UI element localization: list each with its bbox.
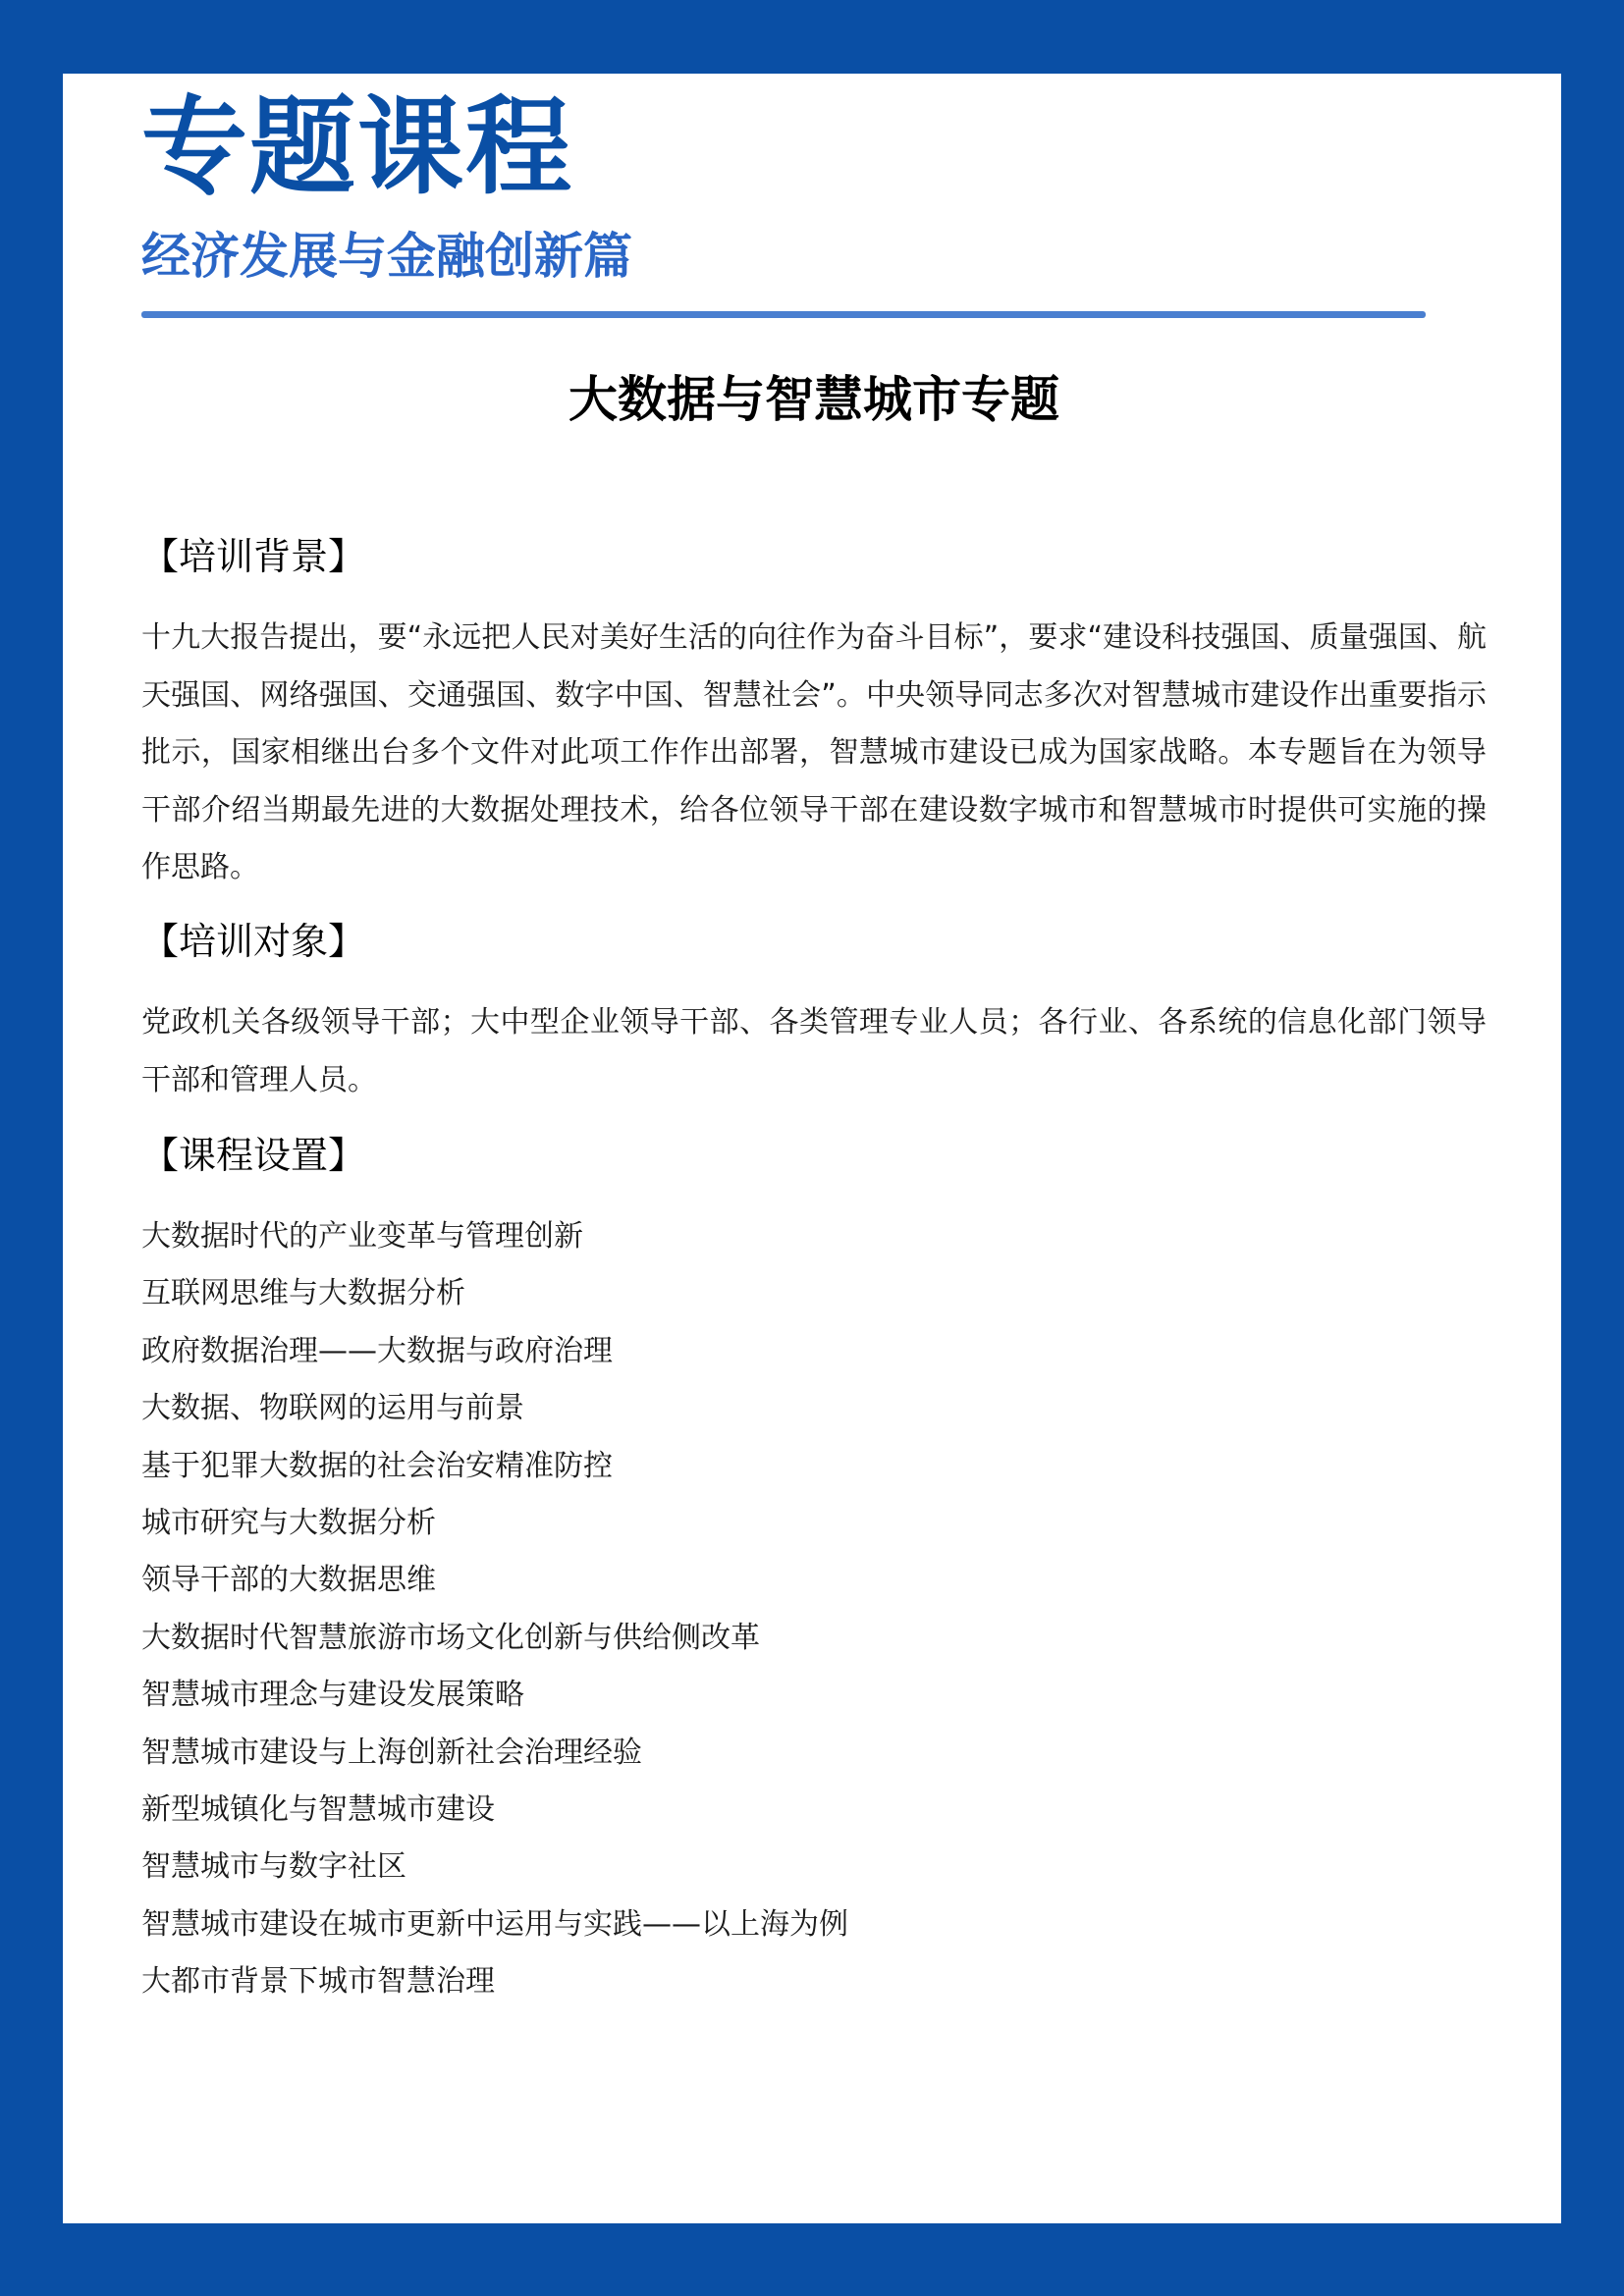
- list-item: 智慧城市建设在城市更新中运用与实践——以上海为例: [141, 1906, 848, 1942]
- list-item: 互联网思维与大数据分析: [141, 1276, 465, 1311]
- list-item: 新型城镇化与智慧城市建设: [141, 1792, 495, 1828]
- page-subtitle: 经济发展与金融创新篇: [141, 228, 632, 285]
- list-item: 智慧城市建设与上海创新社会治理经验: [141, 1735, 642, 1770]
- header-divider: [141, 311, 1426, 318]
- background-paragraph: 十九大报告提出，要“永远把人民对美好生活的向往作为奋斗目标”，要求“建设科技强国、质量强国、航天强国、网络强国、交通强国、数字中国、智慧社会”。中央领导同志多次对智慧城市建设作出重要指示批示，国家相继出台多个文件对此项工作作出部署，智慧城市建设已成为国家战略。本专题旨在为领导干部介绍当期最先进的大数据处理技术，给各位领导干部在建设数字城市和智慧城市时提供可实施的操作思路。: [141, 620, 1487, 884]
- topic-title: 大数据与智慧城市专题: [568, 371, 1059, 428]
- list-item: 领导干部的大数据思维: [141, 1563, 436, 1598]
- list-item: 智慧城市理念与建设发展策略: [141, 1678, 524, 1713]
- course-list: [141, 1208, 848, 2011]
- list-item: 政府数据治理——大数据与政府治理: [141, 1333, 613, 1368]
- courses-heading: 【课程设置】: [141, 1134, 366, 1177]
- list-item: 大都市背景下城市智慧治理: [141, 1964, 495, 2000]
- list-item: 大数据、物联网的运用与前景: [141, 1391, 524, 1426]
- list-item: 基于犯罪大数据的社会治安精准防控: [141, 1448, 613, 1483]
- list-item: 智慧城市与数字社区: [141, 1849, 406, 1885]
- list-item: 大数据时代智慧旅游市场文化创新与供给侧改革: [141, 1620, 760, 1655]
- audience-heading: 【培训对象】: [141, 920, 366, 963]
- list-item: 大数据时代的产业变革与管理创新: [141, 1219, 583, 1254]
- document-page: [63, 74, 1561, 2223]
- list-item: 城市研究与大数据分析: [141, 1506, 436, 1541]
- audience-paragraph: 党政机关各级领导干部；大中型企业领导干部、各类管理专业人员；各行业、各系统的信息化部门领导干部和管理人员。: [141, 1005, 1487, 1097]
- page-title: 专题课程: [141, 86, 574, 209]
- background-heading: 【培训背景】: [141, 535, 366, 578]
